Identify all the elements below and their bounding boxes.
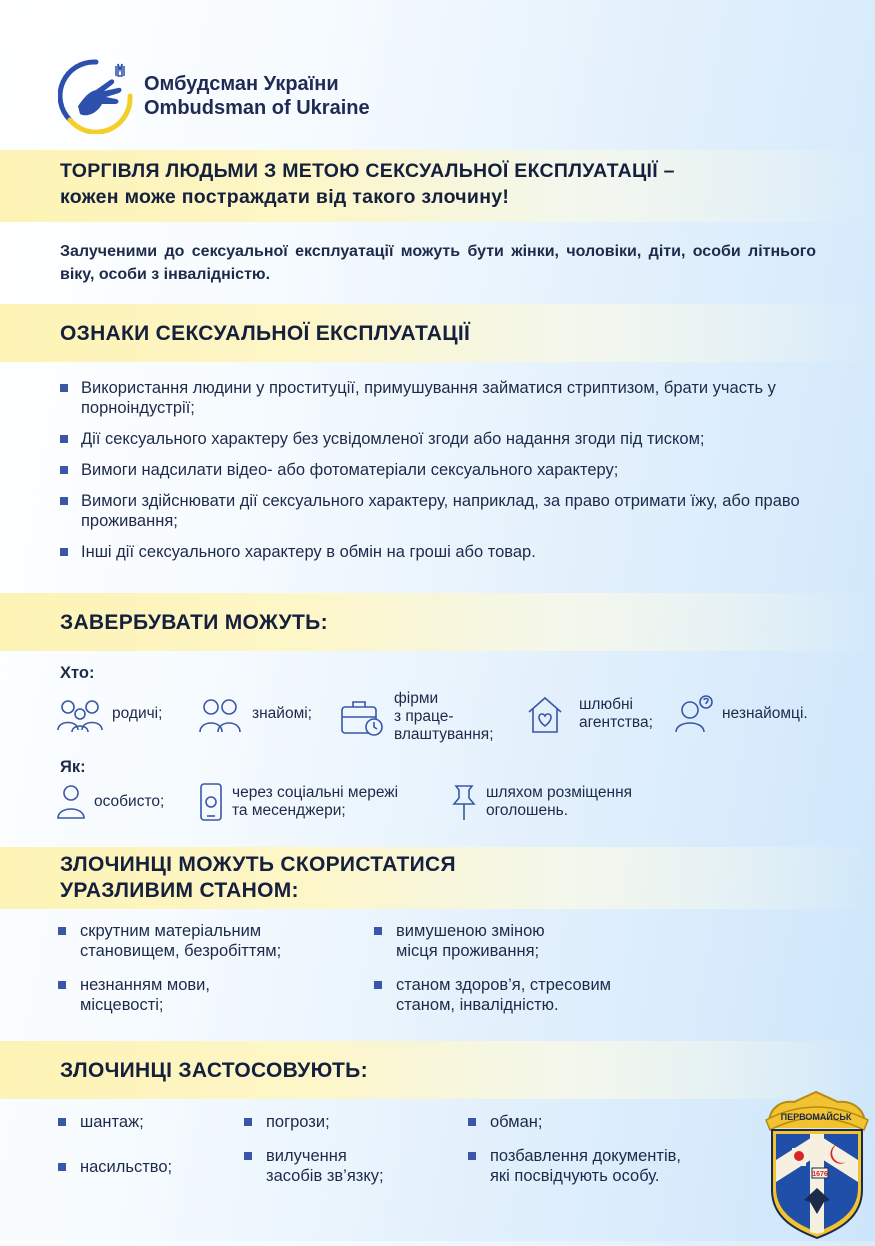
bullet-icon	[468, 1118, 476, 1126]
who-label-text: фірми з праце- влаштування;	[394, 690, 494, 743]
bullet-icon	[374, 981, 382, 989]
bullet-icon	[60, 466, 68, 474]
list-item: Використання людини у проституції, примушування займатися стриптизом, брати участь у порноіндустрії;	[60, 378, 820, 418]
who-item-acquaintances	[196, 694, 312, 734]
headline-line1: ТОРГІВЛЯ ЛЮДЬМИ З МЕТОЮ СЕКСУАЛЬНОЇ ЕКСПЛУАТАЦІЇ –	[60, 160, 675, 182]
list-item: Вимоги надсилати відео- або фотоматеріали сексуального характеру;	[60, 460, 820, 480]
who-item-marriage-agencies	[523, 694, 653, 734]
family-icon	[56, 694, 104, 734]
list-item: насильство;	[58, 1157, 172, 1177]
acquaintances-icon	[196, 694, 244, 734]
bullet-icon	[60, 548, 68, 556]
vulnerable-heading-line1: ЗЛОЧИНЦІ МОЖУТЬ СКОРИСТАТИСЯ	[60, 853, 456, 876]
list-item: станом здоров’я, стресовим станом, інвалідністю.	[374, 975, 611, 1015]
bullet-icon	[60, 435, 68, 443]
pervomaisk-emblem	[758, 1090, 875, 1241]
pushpin-icon	[450, 782, 478, 822]
house-heart-icon	[523, 694, 571, 734]
list-item: вимушеною зміною місця проживання;	[374, 921, 545, 961]
list-item: вилучення засобів зв’язку;	[244, 1146, 384, 1186]
agency-icon	[338, 697, 386, 737]
how-item-in-person	[56, 782, 164, 822]
emblem-year-text: 1676	[812, 1171, 828, 1178]
bullet-icon	[244, 1152, 252, 1160]
how-item-social	[198, 782, 398, 822]
signs-heading: ОЗНАКИ СЕКСУАЛЬНОЇ ЕКСПЛУАТАЦІЇ	[60, 322, 471, 345]
list-item: Дії сексуального характеру без усвідомленої згоди або надання згоди під тиском;	[60, 429, 820, 449]
list-item: погрози;	[244, 1112, 330, 1132]
bullet-icon	[58, 1163, 66, 1171]
bullet-icon	[244, 1118, 252, 1126]
bullet-icon	[58, 927, 66, 935]
how-item-ads	[450, 782, 632, 822]
who-label-text: шлюбні агентства;	[579, 696, 653, 731]
bullet-icon	[60, 384, 68, 392]
methods-heading: ЗЛОЧИНЦІ ЗАСТОСОВУЮТЬ:	[60, 1059, 368, 1082]
list-item: незнанням мови, місцевості;	[58, 975, 210, 1015]
bullet-icon	[60, 497, 68, 505]
logo-name-uk: Омбудсман України	[144, 73, 339, 95]
who-label: Хто:	[60, 664, 95, 682]
who-label-text: родичі;	[112, 705, 163, 722]
bullet-icon	[58, 981, 66, 989]
vulnerable-heading-line2: УРАЗЛИВИМ СТАНОМ:	[60, 879, 299, 902]
methods-band	[0, 1041, 875, 1099]
recruit-band	[0, 593, 875, 651]
how-label: Як:	[60, 758, 86, 776]
who-label-text: незнайомці.	[722, 705, 808, 722]
list-item: Вимоги здійснювати дії сексуального характеру, наприклад, за право отримати їжу, або право проживання;	[60, 491, 820, 531]
how-label-text: через соціальні мережі та месенджери;	[232, 784, 399, 819]
signs-list	[60, 378, 820, 573]
how-label-text: особисто;	[94, 793, 165, 810]
person-icon	[56, 782, 86, 822]
who-item-relatives	[56, 694, 162, 734]
ombudsman-logo	[58, 58, 398, 138]
headline-band	[0, 150, 875, 222]
emblem-ribbon-text: ПЕРВОМАЙСЬК	[780, 1112, 852, 1122]
bullet-icon	[374, 927, 382, 935]
who-item-strangers	[674, 694, 808, 734]
recruit-heading: ЗАВЕРБУВАТИ МОЖУТЬ:	[60, 611, 328, 634]
ombudsman-hand-icon	[58, 58, 134, 134]
list-item: Інші дії сексуального характеру в обмін на гроші або товар.	[60, 542, 820, 562]
intro-text: Залученими до сексуальної експлуатації можуть бути жінки, чоловіки, діти, особи літнього віку, особи з інвалідністю.	[60, 243, 816, 283]
list-item: обман;	[468, 1112, 542, 1132]
logo-name-en: Ombudsman of Ukraine	[144, 97, 370, 119]
headline-line2: кожен може постраждати від такого злочину!	[60, 186, 510, 208]
how-label-text: шляхом розміщення оголошень.	[486, 784, 633, 819]
vulnerable-band	[0, 847, 875, 909]
city-coat-of-arms-icon	[758, 1090, 875, 1241]
bullet-icon	[468, 1152, 476, 1160]
who-item-agencies	[338, 690, 494, 744]
list-item: шантаж;	[58, 1112, 144, 1132]
signs-band	[0, 304, 875, 362]
who-label-text: знайомі;	[252, 705, 312, 722]
phone-icon	[198, 782, 224, 822]
list-item: скрутним матеріальним становищем, безробіттям;	[58, 921, 281, 961]
stranger-icon	[674, 694, 714, 734]
list-item: позбавлення документів, які посвідчують особу.	[468, 1146, 681, 1186]
bullet-icon	[58, 1118, 66, 1126]
